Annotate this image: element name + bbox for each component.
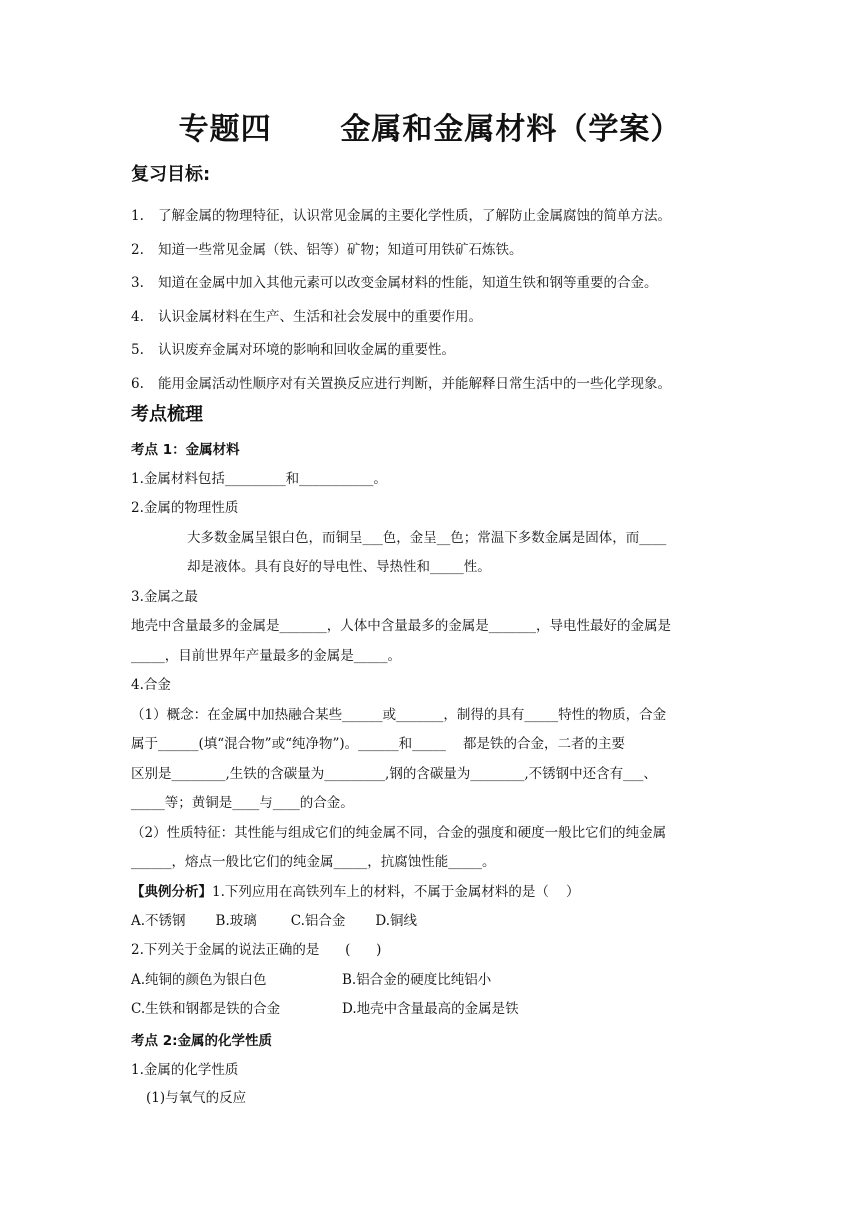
review-goal-1: 1. 了解金属的物理特征，认识常见金属的主要化学性质，了解防止金属腐蚀的简单方法。 (131, 208, 671, 224)
point1-line-10: 属于______(填“混合物”或“纯净物”)。______和_____ 都是铁的合金，二者的主要 (131, 736, 626, 752)
question-2-options-row-1 (131, 968, 491, 988)
points-heading: 考点梳理 (131, 404, 203, 425)
point2-line-2: (1)与氧气的反应 (146, 1090, 247, 1106)
q2-option-b: B.铝合金的硬度比纯铝小 (342, 972, 492, 988)
q1-option-a: A.不锈钢 (131, 913, 186, 929)
q2-option-d: D.地壳中含量最高的金属是铁 (342, 1001, 519, 1017)
q2-option-c: C.生铁和钢都是铁的合金 (131, 1001, 281, 1017)
point2-heading: 考点 2:金属的化学性质 (131, 1033, 272, 1049)
document-title: 专题四 金属和金属材料（学案） (178, 112, 682, 147)
question-1-options (131, 909, 417, 929)
q2-option-a: A.纯铜的颜色为银白色 (131, 972, 267, 988)
point1-line-4: 却是液体。具有良好的导电性、导热性和_____性。 (187, 559, 491, 575)
point2-line-1: 1.金属的化学性质 (131, 1062, 239, 1078)
point1-line-8: 4.合金 (131, 677, 171, 693)
point1-heading: 考点 1：金属材料 (131, 442, 240, 458)
point1-line-13: （2）性质特征：其性能与组成它们的纯金属不同，合金的强度和硬度一般比它们的纯金属 (131, 825, 667, 841)
q1-option-d: D.铜线 (375, 913, 418, 929)
point1-line-12: _____等；黄铜是____与____的合金。 (131, 795, 354, 811)
review-goals-heading: 复习目标: (131, 164, 211, 185)
point1-line-9: （1）概念：在金属中加热融合某些______或_______，制得的具有_____特性的物质，合金 (131, 707, 667, 723)
question-2-options-row-2 (131, 997, 519, 1017)
review-goal-5: 5. 认识废弃金属对环境的影响和回收金属的重要性。 (131, 342, 455, 358)
example-label: 【典例分析】 (131, 884, 212, 900)
point1-line-3: 大多数金属呈银白色，而铜呈___色，金呈__色；常温下多数金属是固体，而____ (187, 530, 667, 546)
example-question-1: 【典例分析】1.下列应用在高铁列车上的材料，不属于金属材料的是（ ） (131, 884, 580, 900)
review-goal-2: 2. 知道一些常见金属（铁、铝等）矿物；知道可用铁矿石炼铁。 (131, 242, 523, 258)
point1-line-7: _____，目前世界年产量最多的金属是_____。 (131, 648, 401, 664)
point1-line-2: 2.金属的物理性质 (131, 500, 239, 516)
example-question-2: 2.下列关于金属的说法正确的是 ( ) (131, 942, 382, 958)
point1-line-14: ______，熔点一般比它们的纯金属_____，抗腐蚀性能_____。 (131, 854, 496, 870)
point1-line-1: 1.金属材料包括_________和___________。 (131, 471, 387, 487)
point1-line-5: 3.金属之最 (131, 589, 198, 605)
q1-option-c: C.铝合金 (290, 913, 346, 929)
point1-line-11: 区别是________,生铁的含碳量为_________,钢的含碳量为________,不锈钢中还含有___、 (131, 766, 657, 782)
point1-line-6: 地壳中含量最多的金属是_______，人体中含量最多的金属是_______，导电性最好的金属是 (131, 618, 671, 634)
review-goal-4: 4. 认识金属材料在生产、生活和社会发展中的重要作用。 (131, 309, 482, 325)
review-goal-6: 6. 能用金属活动性顺序对有关置换反应进行判断，并能解释日常生活中的一些化学现象。 (131, 376, 671, 392)
review-goal-3: 3. 知道在金属中加入其他元素可以改变金属材料的性能，知道生铁和钢等重要的合金。 (131, 275, 658, 291)
q1-option-b: B.玻璃 (215, 913, 257, 929)
